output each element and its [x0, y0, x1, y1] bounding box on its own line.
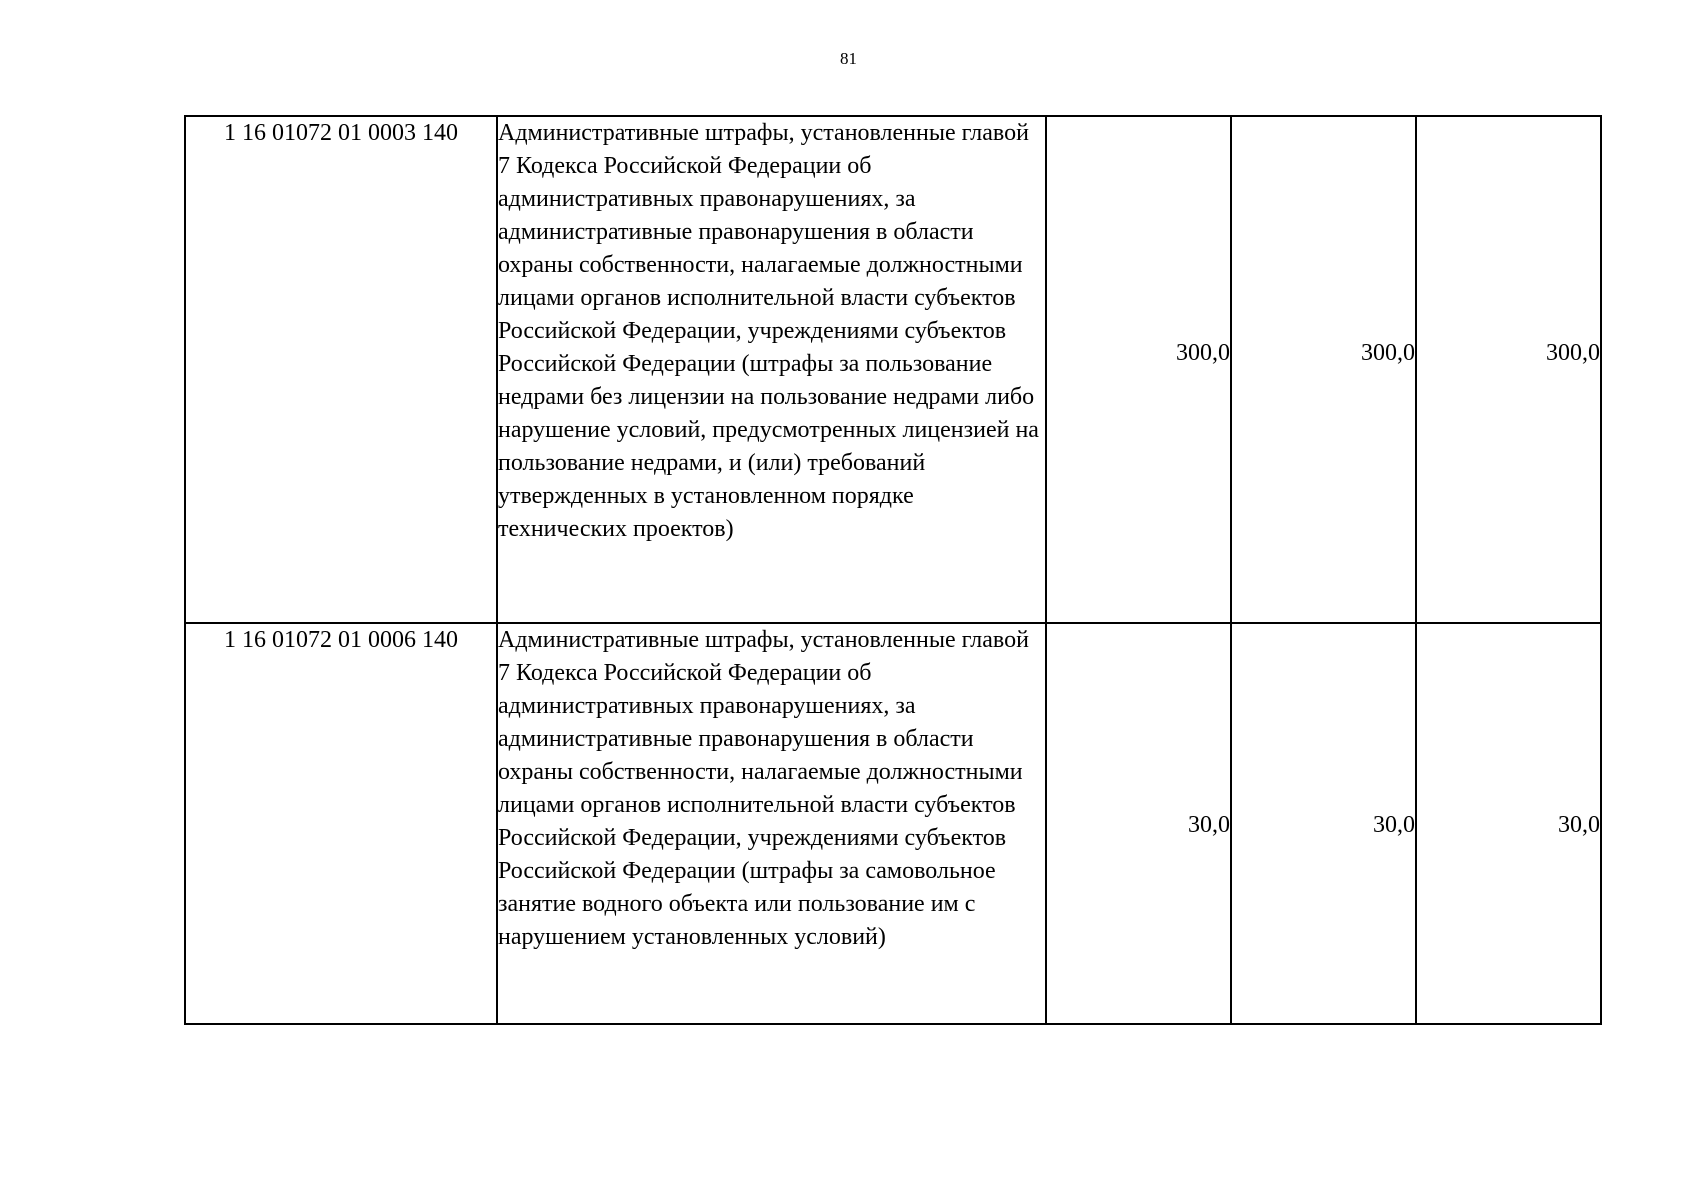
value-text: 300,0 — [1176, 340, 1230, 366]
budget-code-cell: 1 16 01072 01 0003 140 — [185, 116, 497, 623]
budget-table — [184, 115, 1602, 1025]
value-cell-3 — [1416, 116, 1601, 623]
value-text: 30,0 — [1558, 812, 1600, 838]
description-cell: Административные штрафы, установленные главой 7 Кодекса Российской Федерации об административных правонарушениях, за административные правонарушения в области охраны собственности, налагаемые должностными лицами органов исполнительной власти субъектов Российской Федерации, учреждениями субъектов Российской Федерации (штрафы за пользование недрами без лицензии на пользование недрами либо нарушение условий, предусмотренных лицензией на пользование недрами, и (или) требований утвержденных в установленном порядке технических проектов) — [497, 116, 1046, 623]
value-cell-2 — [1231, 116, 1416, 623]
value-text: 300,0 — [1361, 340, 1415, 366]
value-cell-1 — [1046, 116, 1231, 623]
table-row — [185, 623, 1601, 1024]
page-number: 81 — [840, 49, 857, 68]
value-text: 300,0 — [1546, 340, 1600, 366]
table-row — [185, 116, 1601, 623]
budget-code-cell: 1 16 01072 01 0006 140 — [185, 623, 497, 1024]
value-cell-1 — [1046, 623, 1231, 1024]
value-cell-2 — [1231, 623, 1416, 1024]
value-text: 30,0 — [1188, 812, 1230, 838]
value-text: 30,0 — [1373, 812, 1415, 838]
value-cell-3 — [1416, 623, 1601, 1024]
description-cell: Административные штрафы, установленные главой 7 Кодекса Российской Федерации об административных правонарушениях, за административные правонарушения в области охраны собственности, налагаемые должностными лицами органов исполнительной власти субъектов Российской Федерации, учреждениями субъектов Российской Федерации (штрафы за самовольное занятие водного объекта или пользование им с нарушением установленных условий) — [497, 623, 1046, 1024]
